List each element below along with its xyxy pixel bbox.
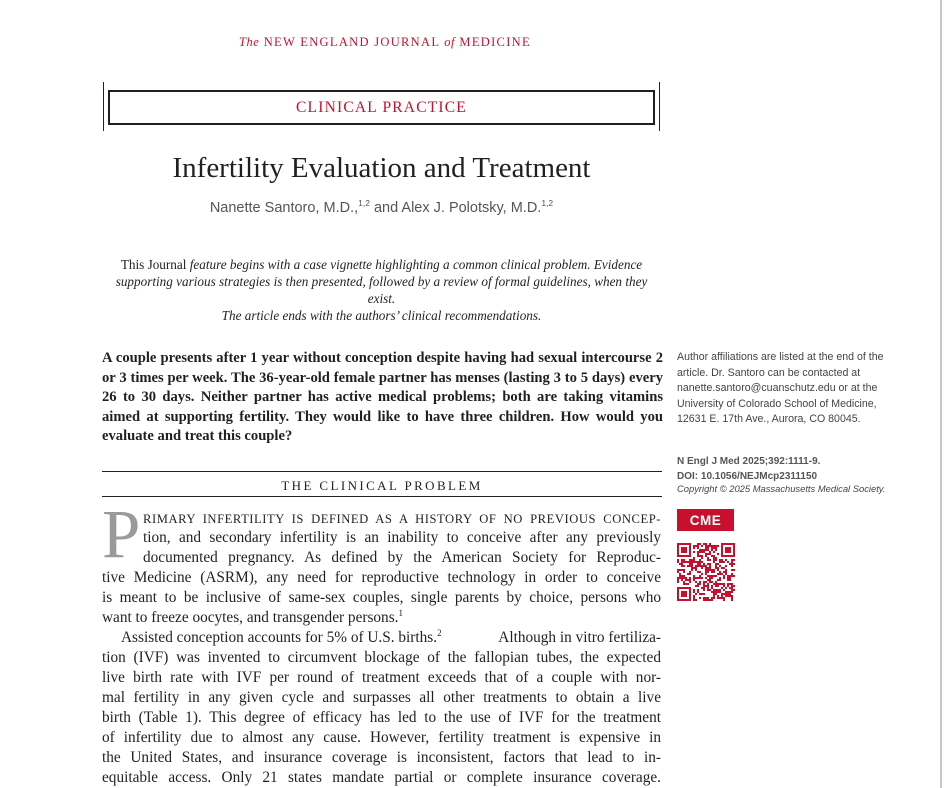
feature-note-1b: feature bbox=[189, 257, 227, 272]
author-conjunction: and bbox=[369, 199, 402, 216]
feature-note-3: The article ends with the authors’ clinical recommendations. bbox=[221, 308, 542, 323]
feature-note bbox=[103, 256, 660, 324]
masthead-name-1: NEW ENGLAND JOURNAL bbox=[263, 35, 440, 49]
body-line-text-a bbox=[121, 629, 442, 647]
qr-code-icon[interactable] bbox=[677, 543, 735, 601]
author-line bbox=[103, 198, 660, 216]
author-1: Nanette Santoro, M.D., bbox=[209, 199, 359, 216]
body-line: tive Medicine (ASRM), any need for reproductive technology in order to conceive bbox=[102, 569, 661, 586]
body-line: birth (Table 1). This degree of efficacy has led to the use of IVF for the treatment bbox=[102, 709, 661, 726]
heading-rule-bottom bbox=[102, 496, 662, 497]
citation bbox=[677, 454, 820, 484]
body-line-text-b: Although in vitro fertiliza- bbox=[498, 629, 661, 646]
section-label: CLINICAL PRACTICE bbox=[108, 90, 655, 125]
body-line: the United States, and insurance coverage is inconsistent, factors that lead to in- bbox=[102, 749, 661, 766]
case-vignette: A couple presents after 1 year without conception despite having had sexual intercourse 2 or 3 times per week. The 36-year-old female partner has menses (lasting 3 to 5 days) every 26 to 30 days. Neither partner has active medical problems; both are taking vitamins aimed at supporting fertility. They would like to have three children. How would you evaluate and treat this couple? bbox=[102, 350, 663, 445]
body-line: of infertility due to almost any cause. However, fertility treatment is expensive in bbox=[102, 729, 661, 746]
citation-doi: DOI: 10.1056/NEJMcp2311150 bbox=[677, 471, 818, 482]
body-line-text: Assisted conception accounts for 5% of U.S. births. bbox=[121, 629, 438, 646]
body-line: documented pregnancy. As defined by the American Society for Reproduc- bbox=[143, 549, 661, 566]
body-line: tion (IVF) was invented to circumvent blockage of the fallopian tubes, the expected bbox=[102, 649, 661, 666]
citation-journal: N Engl J Med 2025;392:1111-9. bbox=[677, 456, 821, 467]
masthead-of: of bbox=[444, 35, 455, 49]
journal-masthead bbox=[110, 35, 660, 50]
body-line bbox=[102, 609, 403, 627]
author-2: Alex J. Polotsky, M.D. bbox=[401, 199, 542, 216]
body-line: mal fertility in any given cycle and surpasses all other treatments to obtain a live bbox=[102, 689, 661, 706]
author-1-affiliation: 1,2 bbox=[358, 198, 370, 208]
feature-note-1a: This Journal bbox=[120, 257, 190, 272]
section-label-box bbox=[103, 82, 660, 131]
body-line: RIMARY INFERTILITY IS DEFINED AS A HISTORY OF NO PREVIOUS CONCEP- bbox=[143, 512, 661, 526]
author-2-affiliation: 1,2 bbox=[541, 198, 554, 208]
masthead-the: The bbox=[239, 35, 260, 49]
body-line: live birth rate with IVF per round of treatment exceeds that of a couple with nor- bbox=[102, 669, 661, 686]
author-affiliations: Author affiliations are listed at the end of the article. Dr. Santoro can be contacted at nanette.santoro@cuanschutz.edu or at the University of Colorado School of Medicine, 12631 E. 17th Ave., Aurora, CO 80045. bbox=[677, 351, 884, 425]
body-line: is meant to be inclusive of same-sex couples, single parents by choice, persons who bbox=[102, 589, 661, 606]
page-edge bbox=[940, 0, 942, 788]
heading-rule-top bbox=[102, 471, 662, 472]
body-line: equitable access. Only 21 states mandate partial or complete insurance coverage. bbox=[102, 769, 661, 786]
section-heading: THE CLINICAL PROBLEM bbox=[281, 478, 483, 493]
reference-marker: 1 bbox=[398, 607, 403, 618]
feature-note-2: supporting various strategies is then presented, followed by a review of formal guidelines, when they exist. bbox=[115, 274, 648, 306]
article-title: Infertility Evaluation and Treatment bbox=[172, 152, 591, 184]
copyright: Copyright © 2025 Massachusetts Medical Society. bbox=[677, 483, 886, 494]
reference-marker: 2 bbox=[437, 627, 442, 638]
drop-cap: P bbox=[102, 496, 141, 572]
masthead-name-2: MEDICINE bbox=[459, 35, 531, 49]
body-line-text: want to freeze oocytes, and transgender persons. bbox=[102, 609, 399, 626]
cme-badge[interactable]: CME bbox=[677, 509, 734, 531]
body-line: tion, and secondary infertility is an inability to conceive after any previously bbox=[143, 529, 661, 546]
feature-note-1c: begins with a case vignette highlighting a common clinical problem. Evidence bbox=[226, 257, 643, 272]
body-line bbox=[121, 629, 661, 647]
